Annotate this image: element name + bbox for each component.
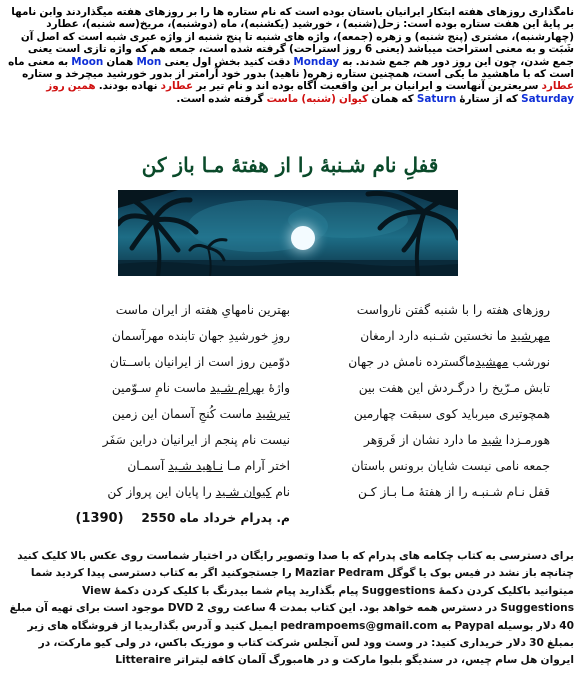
intro-text-2c: همان bbox=[106, 55, 134, 68]
intro-text-2a: به bbox=[342, 55, 353, 68]
atarod-word-2: عطارد bbox=[160, 80, 194, 93]
verse-right-4: تابش مـرّیخ را درگـردش این هفت بین bbox=[358, 381, 550, 395]
footer-line-4b: موجود است برای تهیه آن مبلغ 40 دلار بوسیله bbox=[9, 602, 574, 632]
footer-line-6a: باکس، در ولی کیو مارکت، در ایروان هل سام چیس، در سندیگو بلبوا مارکت و در هامبورگ آلمان کافه لیتراتر bbox=[38, 637, 574, 667]
intro-text-1: نامگذاری روزهای هفته ابتکار ایرانیان باستان بوده است که نام ستاره ها را بر روزهای هفته میگذاردند وابن نامها بر پایهٔ این هفت ستاره بوده است: زحل(شنبه) ، خورشید (یکشنبه)، ماه (دوشنبه)، مریخ(سه شنبه)، عطارد (چهارشنبه)، مشتری (پنج شنبه) و زهره (جمعه)، واژه های شنبه تا پنج شنبه از واژه عبری شبه است که اصل آن شَبَت و به معنی استراحت میباشد (یعنی 6 روز استراحت) گرفته شده است، جمعه هم که واژه تازی است یعنی جمع شدن، چون این روز دور هم جمع شدند. bbox=[11, 6, 574, 68]
footer-line-5: ایمیل کنید و آدرس بگذاریدیا از فروشگاه های زیر بمبلغ 30 دلار خریداری کنید: در وست وود لس آنجلس شرکت کتاب و موزیک bbox=[27, 619, 574, 650]
verse-right-2: مهرشید ما نخستین شـنبه دارد ارمغان bbox=[360, 329, 550, 343]
verse-left-5: تیرشید ماست کُنجِ آسمان این زمین bbox=[112, 407, 290, 421]
verse-left-4: واژهٔ بهرام شـید ماست نامِ سـوّمین bbox=[111, 381, 290, 395]
intro-paragraph bbox=[6, 6, 574, 140]
atarod-word-1: عطارد bbox=[541, 80, 574, 93]
suggestions-label: Suggestions bbox=[361, 584, 436, 597]
verse-left-1: بهترین نامهایِ هفته از ایران ماست bbox=[115, 303, 290, 317]
saturday-word: Saturday bbox=[521, 92, 574, 105]
footer-line-1: برای دسترسی به کتاب چکامه های پدرام که با صدا وتصویر رایگان در اختیار شماست روی عکس بالا کلیک کنید چنانچه باز نشد bbox=[17, 550, 574, 580]
verse-right-5: همچوتیری میرباید کوی سبقت چهارمین bbox=[353, 407, 550, 421]
verse-left-8: نام کیوان شـید را پایان این پرواز کن bbox=[107, 485, 290, 499]
verse-left-7: اختر آرام مـا نـاهید شـید آسمـان bbox=[127, 459, 290, 473]
footer-line-4a: بمدت 4 ساعت روی bbox=[207, 602, 308, 615]
intro-text-5a: که از ستارهٔ bbox=[459, 92, 518, 105]
verse-right-7: جمعه نامی نیست شایان برونس باستان bbox=[351, 459, 550, 473]
poem-left-column bbox=[40, 297, 290, 531]
verse-left-3: دوّمین روز است از ایرانیان باســتان bbox=[109, 355, 290, 369]
verse-right-1: روزهای هفته را با شنبه گفتن نارواست bbox=[356, 303, 550, 317]
signature-text: م. پدرام خرداد ماه 2550 bbox=[141, 511, 290, 525]
view-suggestions-label: View Suggestions bbox=[82, 584, 574, 615]
banner-illustration bbox=[118, 190, 458, 276]
intro-text-3a: همچنین ستاره زهره( ناهید) بدور خود آرامتر از بدور خورشید میچرخد و ستاره bbox=[22, 68, 410, 81]
verse-left-6: نیست نام پنجم از ایرانیان دراین سَفَر bbox=[102, 433, 290, 447]
intro-text-2d: به معنی ماه است که با ماهشید ما یکی است، bbox=[8, 55, 574, 81]
paypal-label: Paypal bbox=[454, 619, 495, 632]
intro-text-4b: نهاده بودند. bbox=[98, 80, 158, 93]
verse-right-3: نورشب مهشیدماگسترده نامش در جهان bbox=[348, 355, 550, 369]
litteraire-label: Litteraire bbox=[115, 654, 172, 667]
dvd-label: DVD 2 bbox=[167, 602, 205, 615]
poem-signature bbox=[40, 505, 290, 531]
intro-text-4c: همین روز bbox=[46, 80, 96, 93]
poem-title: قفلِ نام شـنبهٔ را از هفتهٔ مـا باز کن bbox=[141, 153, 439, 177]
saturn-word: Saturn bbox=[416, 92, 457, 105]
intro-text-5b: که همان bbox=[371, 92, 414, 105]
intro-text-2b: دقت کنید بخش اول یعنی bbox=[164, 55, 291, 68]
poem-right-column bbox=[318, 297, 550, 505]
verse-left-2: روزِ خورشیدِ جهان تابنده مهرآسمان bbox=[111, 329, 290, 343]
footer-line-3b: در دسترس همه خواهد بود. این کتاب bbox=[310, 602, 498, 615]
footer-line-2a: در فیس بوک یا گوگل bbox=[387, 567, 496, 580]
email-link[interactable]: pedrampoems@gmail.com bbox=[280, 619, 438, 632]
monday-word: Monday bbox=[293, 55, 340, 68]
signature-year: (1390) bbox=[75, 511, 124, 526]
mon-word: Mon bbox=[136, 55, 162, 68]
footer-line-4c: به bbox=[440, 619, 452, 632]
footer-notice bbox=[6, 548, 574, 694]
moon-icon bbox=[291, 226, 315, 250]
moon-word: Moon bbox=[71, 55, 104, 68]
intro-text-3b: سریعترین bbox=[488, 80, 539, 93]
poem-body bbox=[40, 297, 550, 529]
footer-line-3a: پیام بگذارید پیام شما بیدرنگ با کلیک کردن دکمهٔ bbox=[114, 584, 359, 597]
intro-text-5c: گرفته شده است. bbox=[176, 92, 264, 105]
keyvan-word: کیوان (شنبه) ماست bbox=[266, 92, 369, 105]
footer-line-2b: را جستجوکنید اگر به کتاب دسترسی پیدا کردید شما میتوانید باکلیک کردن دکمهٔ bbox=[30, 567, 574, 597]
palm-night-moon-image[interactable] bbox=[118, 190, 458, 276]
verse-right-6: هورمـزدا شید ما دارد نشان از فَروَهر bbox=[364, 433, 550, 447]
intro-text-4a: آنهاست و ایرانیان بر این واقعیت آگاه بوده اند و نام تیر بر bbox=[196, 80, 485, 93]
verse-right-8: قفل نـام شـنبـه را از هفتهٔ مـا بـاز کـن bbox=[357, 485, 550, 499]
maziar-pedram-link[interactable]: Maziar Pedram bbox=[294, 567, 384, 580]
